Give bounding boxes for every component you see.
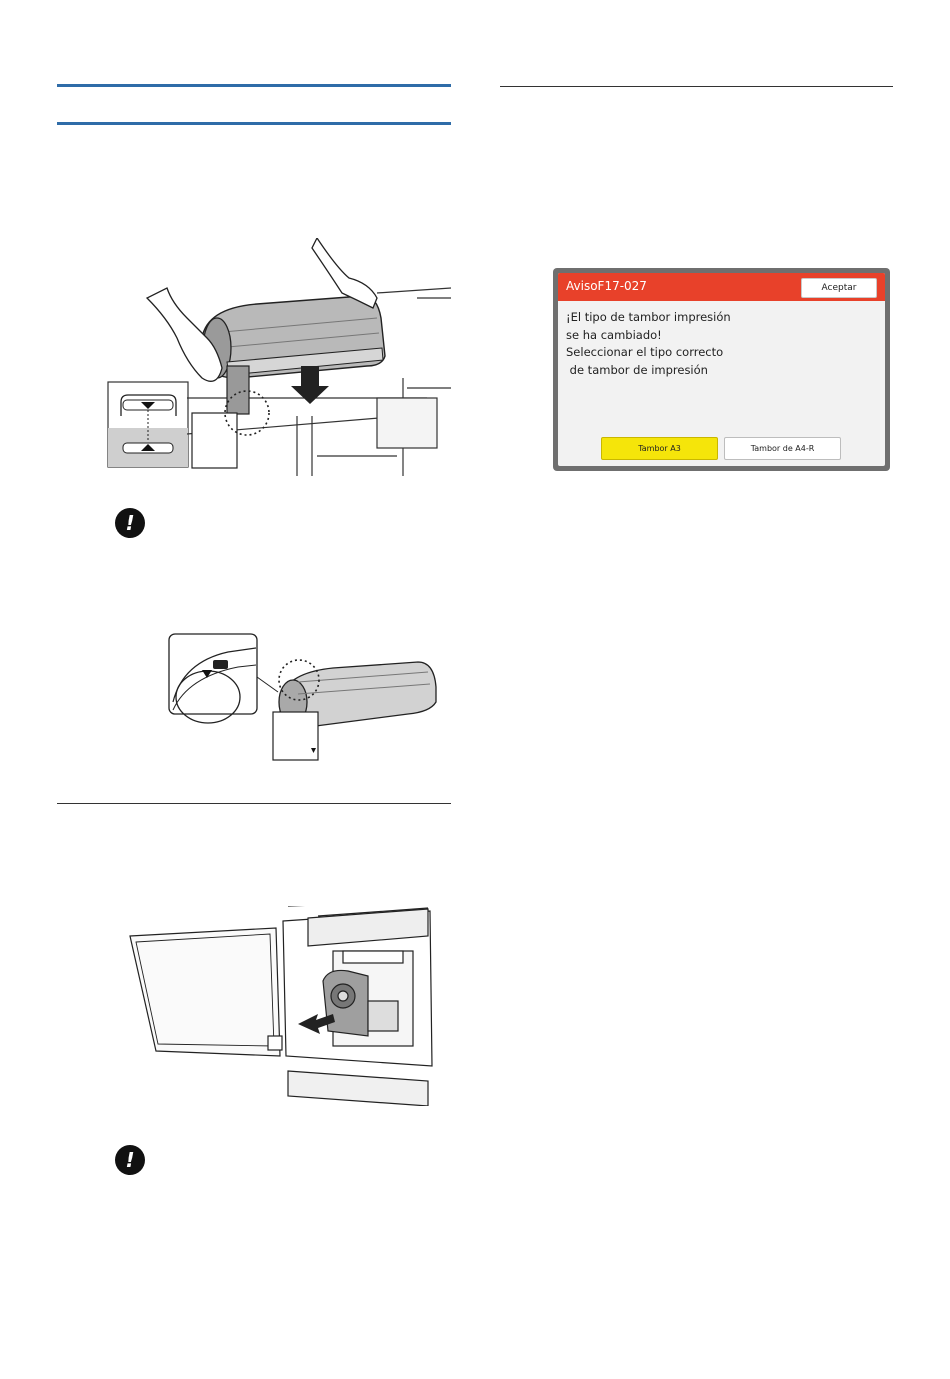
- drum-unit: [192, 296, 385, 468]
- alert-message: [566, 309, 866, 379]
- drum-unit-side: [257, 662, 436, 760]
- panel-display: [558, 273, 885, 466]
- detail-inset: [169, 634, 257, 723]
- drum-marker-illustration: [168, 632, 442, 764]
- machine-door-illustration: [128, 906, 434, 1106]
- alert-message-line: ¡El tipo de tambor impresión: [566, 310, 731, 324]
- alert-message-line: Seleccionar el tipo correcto: [566, 345, 724, 359]
- caution-icon: !: [115, 1145, 145, 1175]
- drum-installation-illustration: [107, 238, 451, 478]
- section-rule-bottom: [57, 122, 451, 125]
- alert-header: [558, 273, 885, 301]
- accept-button[interactable]: Aceptar: [801, 278, 877, 298]
- alignment-inset: [108, 382, 188, 467]
- caution-icon: !: [115, 508, 145, 538]
- control-panel-screen: [553, 268, 890, 471]
- alert-message-line: se ha cambiado!: [566, 327, 662, 342]
- drum-a4r-button[interactable]: Tambor de A4-R: [724, 437, 841, 460]
- alert-title: AvisoF17-027: [566, 279, 647, 293]
- section-rule-top: [57, 84, 451, 87]
- step-divider-left: [57, 803, 451, 804]
- drum-a3-button[interactable]: Tambor A3: [601, 437, 718, 460]
- step-divider-right: [500, 86, 893, 87]
- alert-message-line: de tambor de impresión: [566, 362, 708, 377]
